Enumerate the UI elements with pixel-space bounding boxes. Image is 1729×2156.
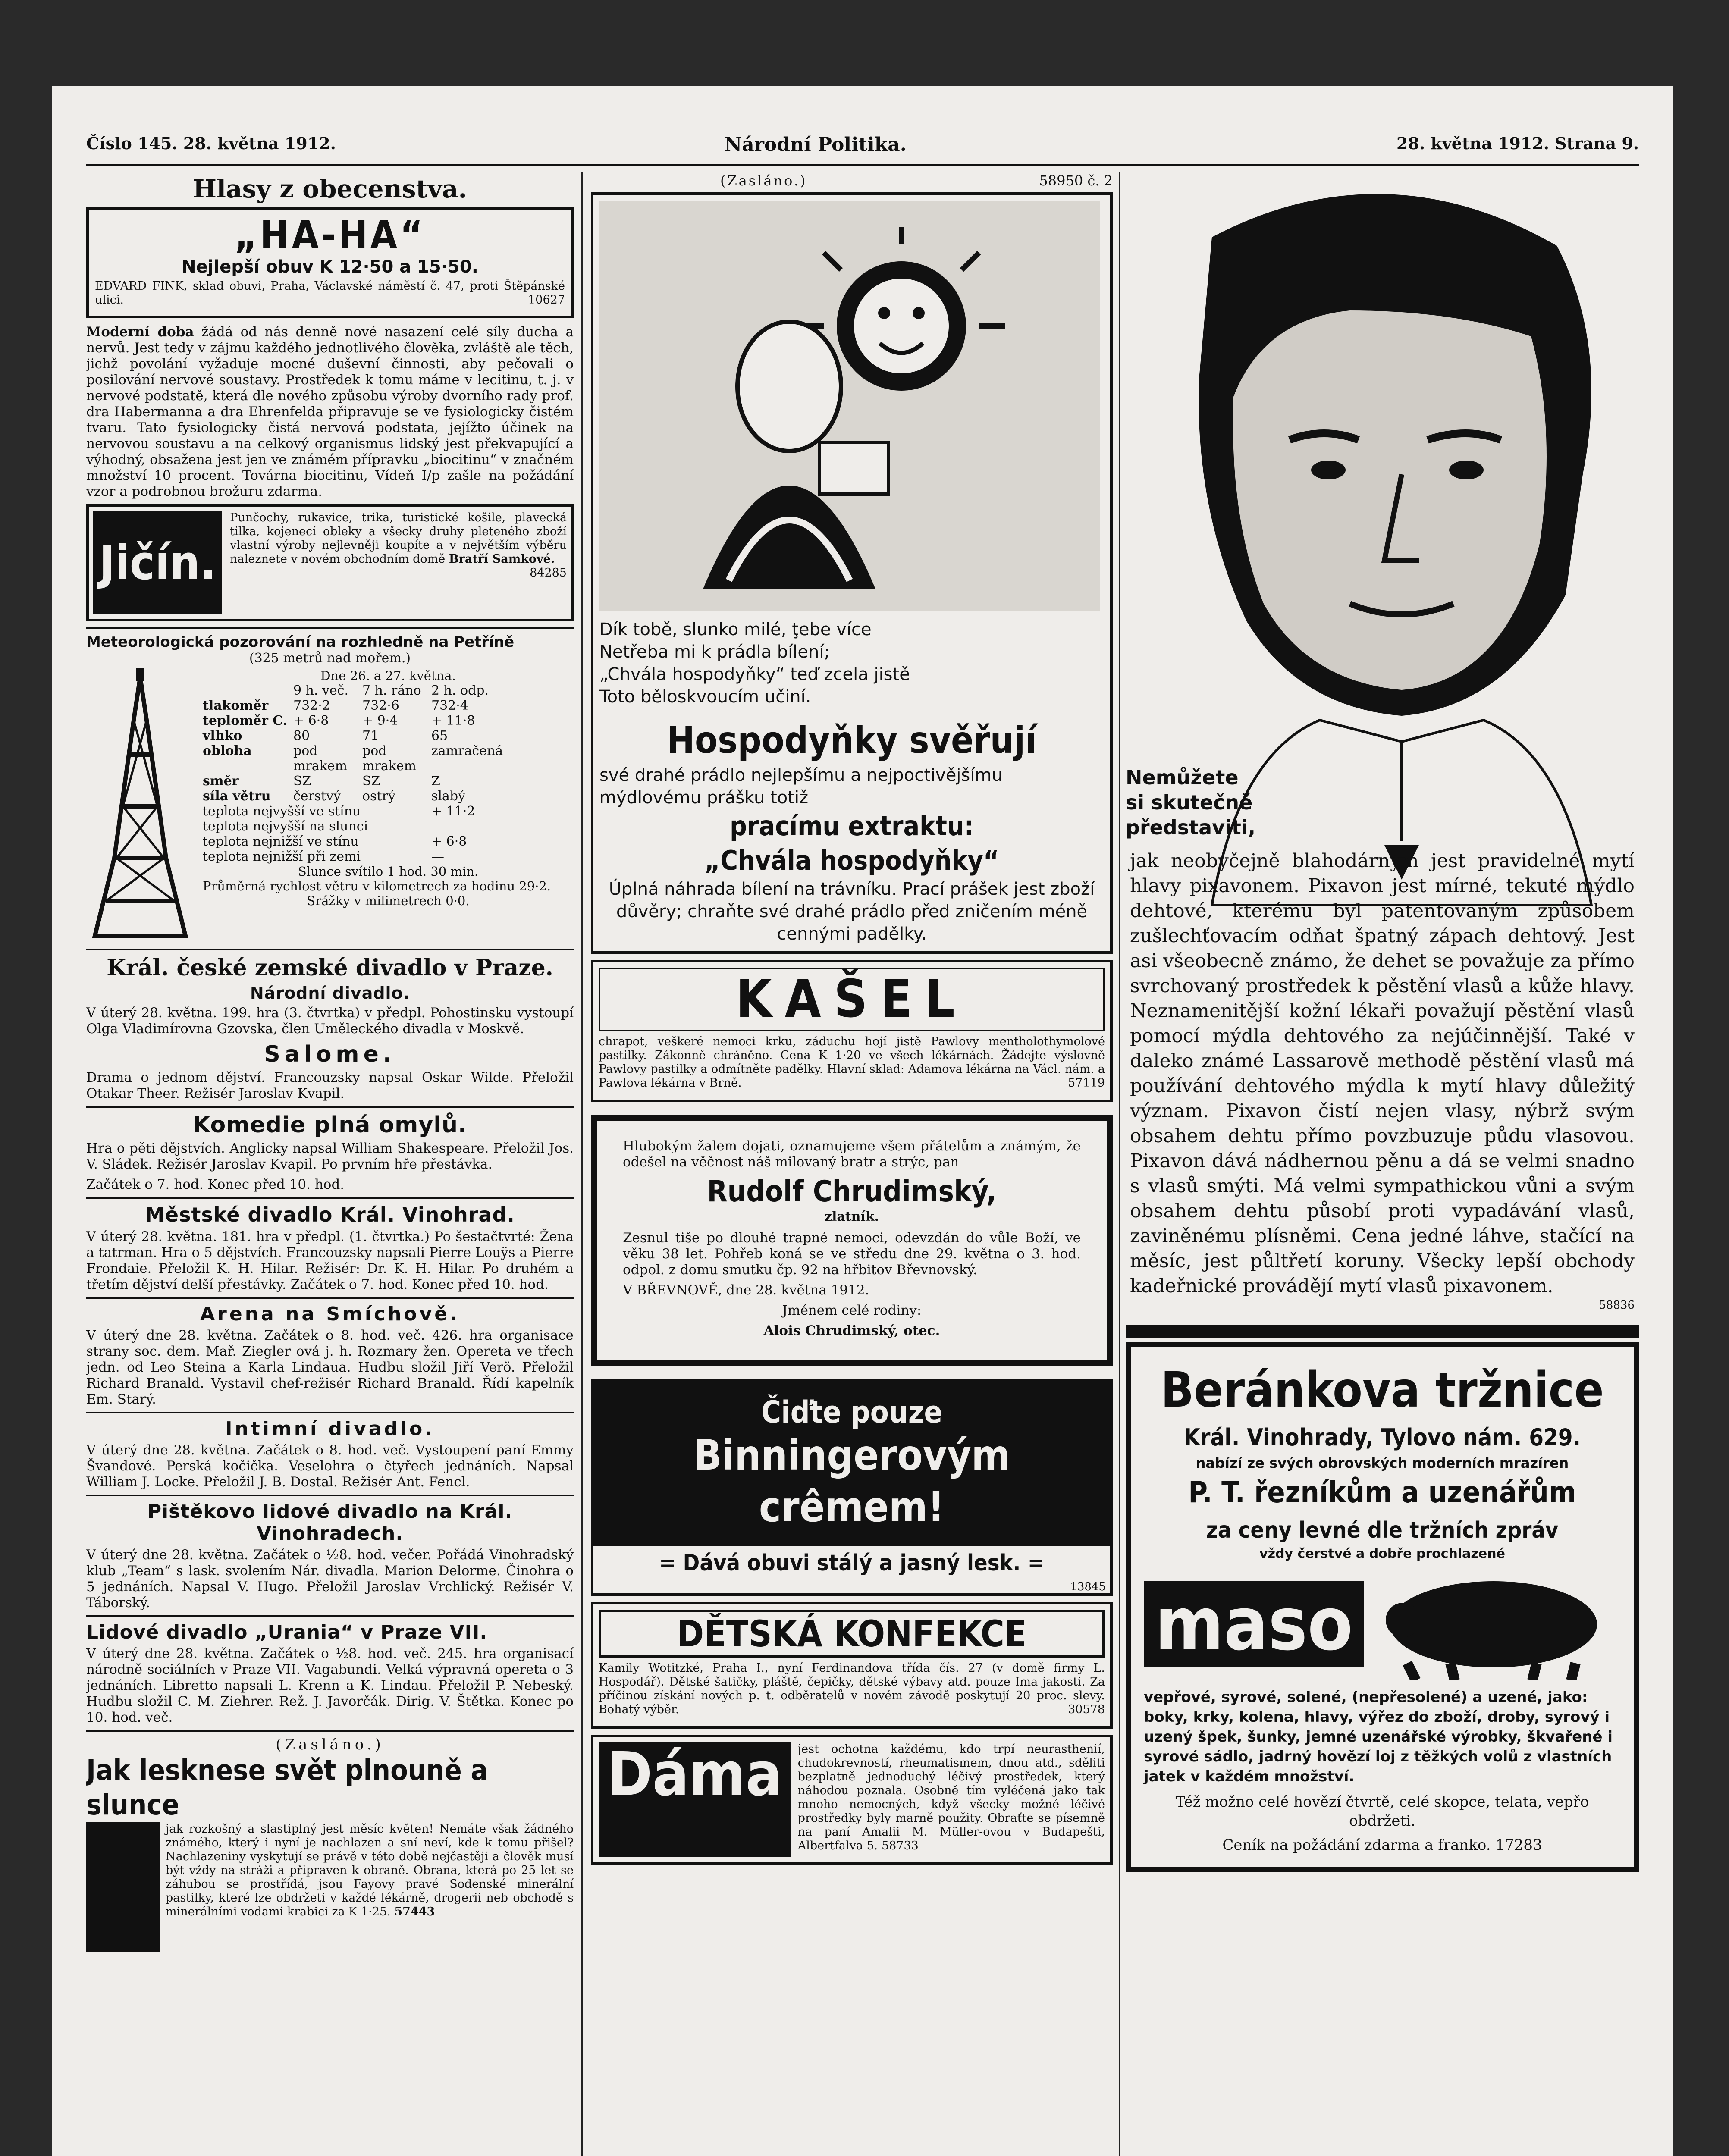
header-issue: Číslo 145. 28. května 1912. [86, 134, 336, 153]
zaslano-label: (Zasláno.) [720, 172, 807, 189]
meteo-extra-label: teplota nejvyšší ve stínu [203, 804, 361, 819]
meteo-extra-value: — [431, 819, 444, 834]
theatre-narodni: Národní divadlo. [250, 984, 410, 1003]
theatre-komedie-text: Hra o pěti dějstvích. Anglicky napsal William Shakespeare. Přeložil Jos. V. Sládek. Režisér Jaroslav Kvapil. Po prvním hře přestávka. [86, 1141, 574, 1172]
meteo-cell: 71 [362, 728, 379, 743]
theatre-pistekovo: Pištěkovo lidové divadlo na Král. Vinohradech. [147, 1501, 513, 1545]
theatre-komedie-time: Začátek o 7. hod. Konec před 10. hod. [86, 1177, 345, 1192]
ad-binninger-line2: Binningerovým crêmem! [693, 1431, 1010, 1531]
ad-jak-text [166, 1822, 574, 1947]
petrin-tower-icon [86, 668, 194, 944]
ad-beran-cenik: Ceník na požádání zdarma a franko. [1222, 1836, 1491, 1854]
theatre-narodni-text: V úterý 28. května. 199. hra (3. čtvrtka) v předpl. Pohostinsku vystoupí Olga Vladimírovna Gzovska, člen Uměleckého divadla v Moskvě. [86, 1005, 574, 1037]
meteo-cell: ostrý [362, 789, 395, 804]
divider [86, 949, 574, 950]
meteo-row [203, 713, 574, 728]
divider [86, 1412, 574, 1413]
divider [86, 1197, 574, 1199]
ad-jicin [86, 504, 574, 621]
ad-kasel-title: KAŠEL [599, 968, 1105, 1031]
obituary-role: zlatník. [824, 1209, 879, 1224]
meteo-row-label: směr [203, 774, 239, 789]
theatre-salome: Salome. [264, 1041, 396, 1067]
meteo-sun: Slunce svítilo 1 hod. 30 min. [298, 864, 479, 879]
meteo-extra-value: + 6·8 [431, 834, 467, 849]
meteo-extra-label: teplota nejnižší ve stínu [203, 834, 359, 849]
ad-dama-number: 58733 [881, 1839, 919, 1852]
column-left [86, 172, 574, 2156]
ad-beran-line: nabízí ze svých obrovských moderních mrazíren [1196, 1455, 1569, 1471]
ad-beran-vzdy: vždy čerstvé a dobře prochlazené [1259, 1546, 1505, 1561]
meteo-extra [203, 819, 574, 834]
meteo-subtitle: (325 metrů nad mořem.) [249, 651, 411, 666]
ad-chvala-hospodynky [591, 192, 1113, 954]
meteo-cell: 732·4 [431, 698, 468, 713]
meteo-wind: Průměrná rychlost větru v kilometrech za hodinu 29·2. [203, 879, 551, 893]
ad-detska-number: 30578 [1068, 1703, 1105, 1716]
pixavon-caption-line: si skutečně [1126, 791, 1253, 814]
obituary-text2: Zesnul tiše po dlouhé trapné nemoci, odevzdán do vůle Boží, ve věku 38 let. Pohřeb koná se ve středu dne 29. května o 3. hod. odpol. z domu smutku čp. 92 na hřbitov Břevnovský. [623, 1230, 1081, 1278]
theatre-mestske: Městské divadlo Král. Vinohrad. [145, 1203, 515, 1226]
ad-kasel-number: 57119 [1068, 1076, 1105, 1090]
meteo-row-label: vlhko [203, 728, 242, 743]
ad-detska-title: DĚTSKÁ KONFEKCE [599, 1610, 1105, 1658]
divider [86, 1106, 574, 1108]
poem-line: „Chvála hospodyňky“ teď zcela jistě [599, 664, 910, 684]
meteo-row-label: tlakoměr [203, 698, 269, 713]
meteo-extra [203, 834, 574, 849]
meteo-col-head: 2 h. odp. [431, 683, 489, 698]
ad-dama [591, 1735, 1113, 1865]
meteo-extra-label: teplota nejvyšší na slunci [203, 819, 368, 834]
meteo-rain: Srážky v milimetrech 0·0. [307, 893, 470, 908]
meteo-row [203, 789, 574, 804]
ad-beran-address: Král. Vinohrady, Tylovo nám. 629. [1183, 1424, 1581, 1451]
theatre-intimni-text: V úterý dne 28. května. Začátek o 8. hod. več. Vystoupení paní Emmy Švandové. Perská kočička. Veselohra o čtyřech jednáních. Napsal William J. Locke. Přeložil J. B. Dostal. Režisér Ant. Fencl. [86, 1442, 574, 1490]
ad-pixavon-number: 58836 [1599, 1299, 1635, 1312]
meteo-cell: pod mrakem [293, 743, 348, 774]
ad-beran-title: Beránkova tržnice [1161, 1362, 1604, 1418]
divider [86, 627, 574, 629]
ad-haha [86, 207, 574, 318]
pig-icon [1373, 1568, 1614, 1680]
meteo-cell: 65 [431, 728, 448, 743]
header-date-page: 28. května 1912. Strana 9. [1396, 134, 1639, 153]
ad-dama-text [798, 1742, 1105, 1853]
ad-beran-ceny: za ceny levné dle tržních zpráv [1206, 1517, 1559, 1543]
header-rule [86, 164, 1639, 166]
ad-number: 58950 č. 2 [1039, 172, 1113, 189]
ad-detska-text [599, 1661, 1105, 1717]
obituary-place: V BŘEVNOVĚ, dne 28. května 1912. [623, 1282, 869, 1298]
ad-hosp-tail: Úplná náhrada bílení na trávníku. Prací prášek jest zboží důvěry; chraňte své drahé prádlo před zničením méně cennými padělky. [609, 879, 1095, 944]
theatre-komedie: Komedie plná omylů. [193, 1112, 467, 1138]
ad-haha-address: EDVARD FINK, sklad obuvi, Praha, Václavské náměstí č. 47, proti Štěpánské ulici. [95, 279, 565, 307]
section-title-hlasy: Hlasy z obecenstva. [193, 174, 467, 204]
meteo-row-label: obloha [203, 743, 252, 758]
sun-girl-illustration [599, 201, 1100, 611]
meteo-row [203, 728, 574, 743]
theatre-pistekovo-text: V úterý dne 28. května. Začátek o ½8. hod. večer. Pořádá Vinohradský klub „Team“ s lask. svolením Nár. divadla. Marion Delorme. Činohra o 5 jednáních. Napsal V. Hugo. Přeložil Jaroslav Vrchlický. Režisér V. Táborský. [86, 1547, 574, 1611]
poem-line: Dík tobě, slunko milé, ţebe více [599, 620, 872, 639]
ad-jak-title: Jak lesknese svět plnouně a slunce [86, 1754, 488, 1821]
ad-haha-title: „HA-HA“ [234, 213, 426, 258]
obituary-text: Hlubokým žalem dojati, oznamujeme všem přátelům a známým, že odešel na věčnost náš milovaný bratr a strýc, pan [623, 1138, 1081, 1170]
ad-dama-title: Dáma [599, 1742, 791, 1857]
ad-hosp-chvala: „Chvála hospodyňky“ [704, 845, 999, 876]
ad-beran-pt: P. T. řezníkům a uzenářům [1188, 1476, 1576, 1510]
ad-jicin-text: Punčochy, rukavice, trika, turistické košile, plavecká tilka, kojenecí obleky a všecky druhy pleteného zboží vlastní výroby nejlevněji koupíte a v největším výběru naleznete v novém obchodním domě [230, 511, 567, 566]
ad-detska-konfekce [591, 1602, 1113, 1729]
ad-haha-line: Nejlepší obuv K 12·50 a 15·50. [182, 257, 478, 277]
meteo-row-label: teploměr C. [203, 713, 288, 728]
ad-beran-maso: maso [1144, 1581, 1364, 1667]
obituary [591, 1115, 1113, 1366]
meteo-row [203, 743, 574, 774]
obituary-name: Rudolf Chrudimský, [707, 1175, 997, 1209]
meteo-extra [203, 849, 574, 864]
ad-beran-list: vepřové, syrové, solené, (nepřesolené) a uzené, jako: boky, krky, kolena, hlavy, výřez do zboží, droby, syrový i uzený špek, šunky, jemné uzenářské výrobky, škvařené i syrové sádlo, jadrný hovězí loj z těžkých volů z vlastních jatek v každém množství. [1144, 1689, 1613, 1785]
ad-binninger-line1: Čiďte pouze [761, 1395, 943, 1430]
ad-binninger [591, 1379, 1113, 1596]
meteo-col-head: 7 h. ráno [362, 683, 421, 698]
ad-hosp-title: Hospodyňky svěřují [667, 719, 1037, 762]
ad-pixavon [1126, 172, 1639, 1312]
meteo-cell: pod mrakem [362, 743, 417, 774]
ad-jak-body: jak rozkošný a slastiplný jest měsíc květen! Nemáte však žádného známého, který i nyní je nachlazen a sní neví, kde k tomu přišel? Nachlazeniny vyskytují se právě v této době nejčastěji a člověk musí být vždy na stráži a připraven k obraně. Obrana, která po 25 let se záhubou se prostřídá, jsou Fayovy pravé Sodenské minerální pastilky, které lze obdržeti v každé lékárně, drogerii neb obchodě s minerálními vodami krabici za K 1·25. [166, 1822, 574, 1918]
ad-hosp-pracimu: pracímu extraktu: [730, 810, 974, 842]
newspaper-page [52, 86, 1673, 2156]
divider [1126, 1325, 1639, 1338]
meteo-cell: zamračená [431, 743, 503, 758]
meteo-extra-value: — [431, 849, 444, 864]
meteo-cell: Z [431, 774, 440, 789]
ad-hosp-text: své drahé prádlo nejlepšímu a nejpoctivějšímu mýdlovému prášku totiž [599, 765, 1003, 808]
theatre-arena: Arena na Smíchově. [200, 1303, 460, 1325]
theatre-title: Král. české zemské divadlo v Praze. [107, 955, 553, 981]
ad-kasel [591, 960, 1113, 1102]
theatre-salome-text: Drama o jednom dějství. Francouzsky napsal Oskar Wilde. Přeložil Otakar Theer. Režisér Jaroslav Kvapil. [86, 1070, 574, 1101]
article-moderni-text: žádá od nás denně nové nasazení celé síly ducha a nervů. Jest tedy v zájmu každého jednotlivého člověka, zvláště ale těch, jichž povolání vyžaduje mocné duševní činnosti, aby pečovali o posilování nervové soustavy. Prostředek k tomu máme v lecitinu, t. j. v nervové podstatě, která dle nového způsobu výroby dvorního rady prof. dra Habermanna a dra Ehrenfelda připravuje se ve fysiologicky čistém tvaru. Tato fysiologicky čistá nervová podstata, jejížto účinek na nervovou soustavu a na celkový organismus lidský jest překvapující a výhodný, obsažena jest jen ve známém přípravku „biocitinu“ v značném množství 10 procent. Továrna biocitinu, Vídeň I/p zašle na požádání vzor a podrobnou brožuru zdarma. [86, 324, 574, 499]
ad-pixavon-text: jak neobyčejně blahodárným jest pravidelné mytí hlavy pixavonem. Pixavon jest mírné, tekuté mýdlo dehtové, kterému byl patentovaným způsobem zušlechťovacím odňat špatný zápach dehtový. Jest asi všeobecně známo, že dehet se považuje za přímo svrchovaný prostředek k pěstění vlasů a kůže hlavy. Neznamenitější kožní lékaři považují pěstění vlasů pomocí mýdla dehtového za nejúčinnější. Také v daleko známé Lassarově methodě pěstění vlasů má používání dehtového mýdla k mytí hlavy důležitý význam. Pixavon čistí nejen vlasy, nýbrž svým obsahem dehtu přímo povzbuzuje půdu vlasovou. Pixavon dává nádhernou pěnu a dá se velmi snadno s vlasů smýti. Má velmi sympathickou vůni a svým obsahem dehtu působí proti vypadávání vlasů, zaviněnému plísněmi. Cena jedné láhve, stačící na měsíc, jest půltřetí koruny. Všecky lepší obchody kadeřnické provádějí mytí vlasů pixavonem. [1130, 850, 1635, 1297]
ad-binninger-line3: = Dává obuvi stálý a jasný lesk. = [659, 1550, 1045, 1576]
meteo-row [203, 698, 574, 713]
ad-haha-number: 10627 [528, 293, 565, 307]
ad-kasel-text [599, 1035, 1105, 1090]
obituary-sig2: Alois Chrudimský, otec. [763, 1323, 940, 1338]
meteo-cell: slabý [431, 789, 466, 804]
theatre-arena-text: V úterý dne 28. května. Začátek o 8. hod. več. 426. hra organisace strany soc. dem. Mař. Ziegler ová j. h. Rozmary žen. Opereta ve třech jedn. od Leo Steina a Karla Lindaua. Hudbu složil Jiří Verö. Přeložil Richard Branald. Vystavil chef-režisér Richard Branald. Řídí kapelník Em. Starý. [86, 1328, 574, 1407]
page-header [86, 134, 1639, 164]
ad-jak-number: 57443 [394, 1905, 435, 1918]
poem-line: Toto běloskvoucím učiní. [599, 687, 811, 707]
divider [86, 1615, 574, 1617]
meteo-cell: 80 [293, 728, 310, 743]
meteo-cell: SZ [362, 774, 380, 789]
meteo-row [203, 774, 574, 789]
column-middle [591, 172, 1113, 2156]
meteo-cell: + 9·4 [362, 713, 398, 728]
zaslano-label: (Zasláno.) [276, 1736, 384, 1753]
divider [86, 1297, 574, 1299]
ad-binninger-number: 13845 [1070, 1580, 1106, 1593]
ad-jicin-shop: Bratří Samkové. [449, 552, 555, 566]
ad-beran-tez: Též možno celé hovězí čtvrtě, celé skopce, telata, vepřo obdržeti. [1175, 1793, 1589, 1830]
pixavon-caption-line: Nemůžete [1126, 766, 1239, 789]
column-divider [581, 172, 583, 2156]
obituary-sig1: Jménem celé rodiny: [782, 1303, 922, 1318]
meteo-cell: čerstvý [293, 789, 341, 804]
poem-line: Netřeba mi k prádla bílení; [599, 642, 830, 662]
meteo-cell: 732·2 [293, 698, 330, 713]
header-masthead: Národní Politika. [725, 134, 907, 156]
ad-detska-body: Kamily Wotitzké, Praha I., nyní Ferdinandova třída čís. 27 (v domě firmy L. Hospodář). Dětské šatičky, pláště, čepičky, dětské výbavy atd. pouze Ima jakosti. Za příčinou získání nových p. t. odběratelů v novém závodě poskytují 20 proc. slevy. Bohatý výběr. [599, 1661, 1105, 1716]
meteo-date: Dne 26. a 27. května. [320, 668, 456, 683]
ad-kasel-body: chrapot, veškeré nemoci krku, záduchu hojí jistě Pawlovy mentholothymolové pastilky. Zákonně chráněno. Cena K 1·20 ve všech lékárnách. Žádejte výslovně Pawlovy pastilky a odmítněte padělky. Hlavní sklad: Adamova lékárna na Václ. nám. a Pawlova lékárna v Brně. [599, 1035, 1105, 1090]
column-divider [1119, 172, 1120, 2156]
meteo-extra [203, 804, 574, 819]
theatre-intimni: Intimní divadlo. [225, 1418, 435, 1440]
theatre-urania-text: V úterý dne 28. května. Začátek o ½8. hod. več. 245. hra organisací národně sociálních v Praze VII. Vagabundi. Velká výpravná opereta o 3 jednáních. Libretto napsali L. Krenn a K. Lindau. Přeložil P. Nebeský. Hudbu složil C. M. Ziehrer. Rež. J. Javorčák. Dirig. V. Štětka. Konec po 10. hod. več. [86, 1646, 574, 1725]
meteo-cell: + 6·8 [293, 713, 329, 728]
ad-jicin-number: 84285 [530, 566, 567, 580]
ad-beran-number: 17283 [1495, 1836, 1542, 1854]
meteo-col-head: 9 h. več. [293, 683, 349, 698]
article-moderni-doba [86, 324, 574, 500]
meteo-row-label: síla větru [203, 789, 271, 804]
meteo-title: Meteorologická pozorování na rozhledně na Petříně [86, 633, 515, 651]
meteo-extra-label: teplota nejnižší při zemi [203, 849, 361, 864]
divider [86, 1495, 574, 1496]
theatre-mestske-text: V úterý 28. května. 181. hra v předpl. (1. čtvrtka.) Po šestačtvrté: Žena a tatrman. Hra o 5 dějstvích. Francouzsky napsali Pierre Louÿs a Pierre Frondaie. Přeložil K. H. Hilar. Režisér: Dr. K. H. Hilar. Po druhém a třetím dějství delší přestávky. Začátek o 7. hod. Konec před 10. hod. [86, 1229, 574, 1292]
ad-dama-body: jest ochotna každému, kdo trpí neurasthenií, chudokrevností, rheumatismem, dnou atd., sděliti bezplatně jednoduchý léčivý prostředek, který náhodou poznala. Osobně tím vyléčená jako tak mnoho nemocných, když všecky možné léčivé prostředky byly marně použity. Obraťte se písemně na paní Amalii M. Müller-ovou v Budapešti, Albertfalva 5. [797, 1742, 1105, 1852]
pixavon-caption-line: představiti, [1126, 816, 1256, 839]
meteo-cell: + 11·8 [431, 713, 475, 728]
meteo-cell: 732·6 [362, 698, 399, 713]
ad-berankova-trznice [1126, 1342, 1639, 1872]
column-right [1126, 172, 1639, 2156]
divider [86, 1730, 574, 1732]
meteo-extra-value: + 11·2 [431, 804, 475, 819]
theatre-urania: Lidové divadlo „Urania“ v Praze VII. [86, 1621, 488, 1643]
article-moderni-lead: Moderní doba [86, 324, 194, 340]
meteo-cell: SZ [293, 774, 311, 789]
ad-jicin-label: Jičín. [93, 511, 222, 614]
ad-jak-image [86, 1822, 160, 1952]
